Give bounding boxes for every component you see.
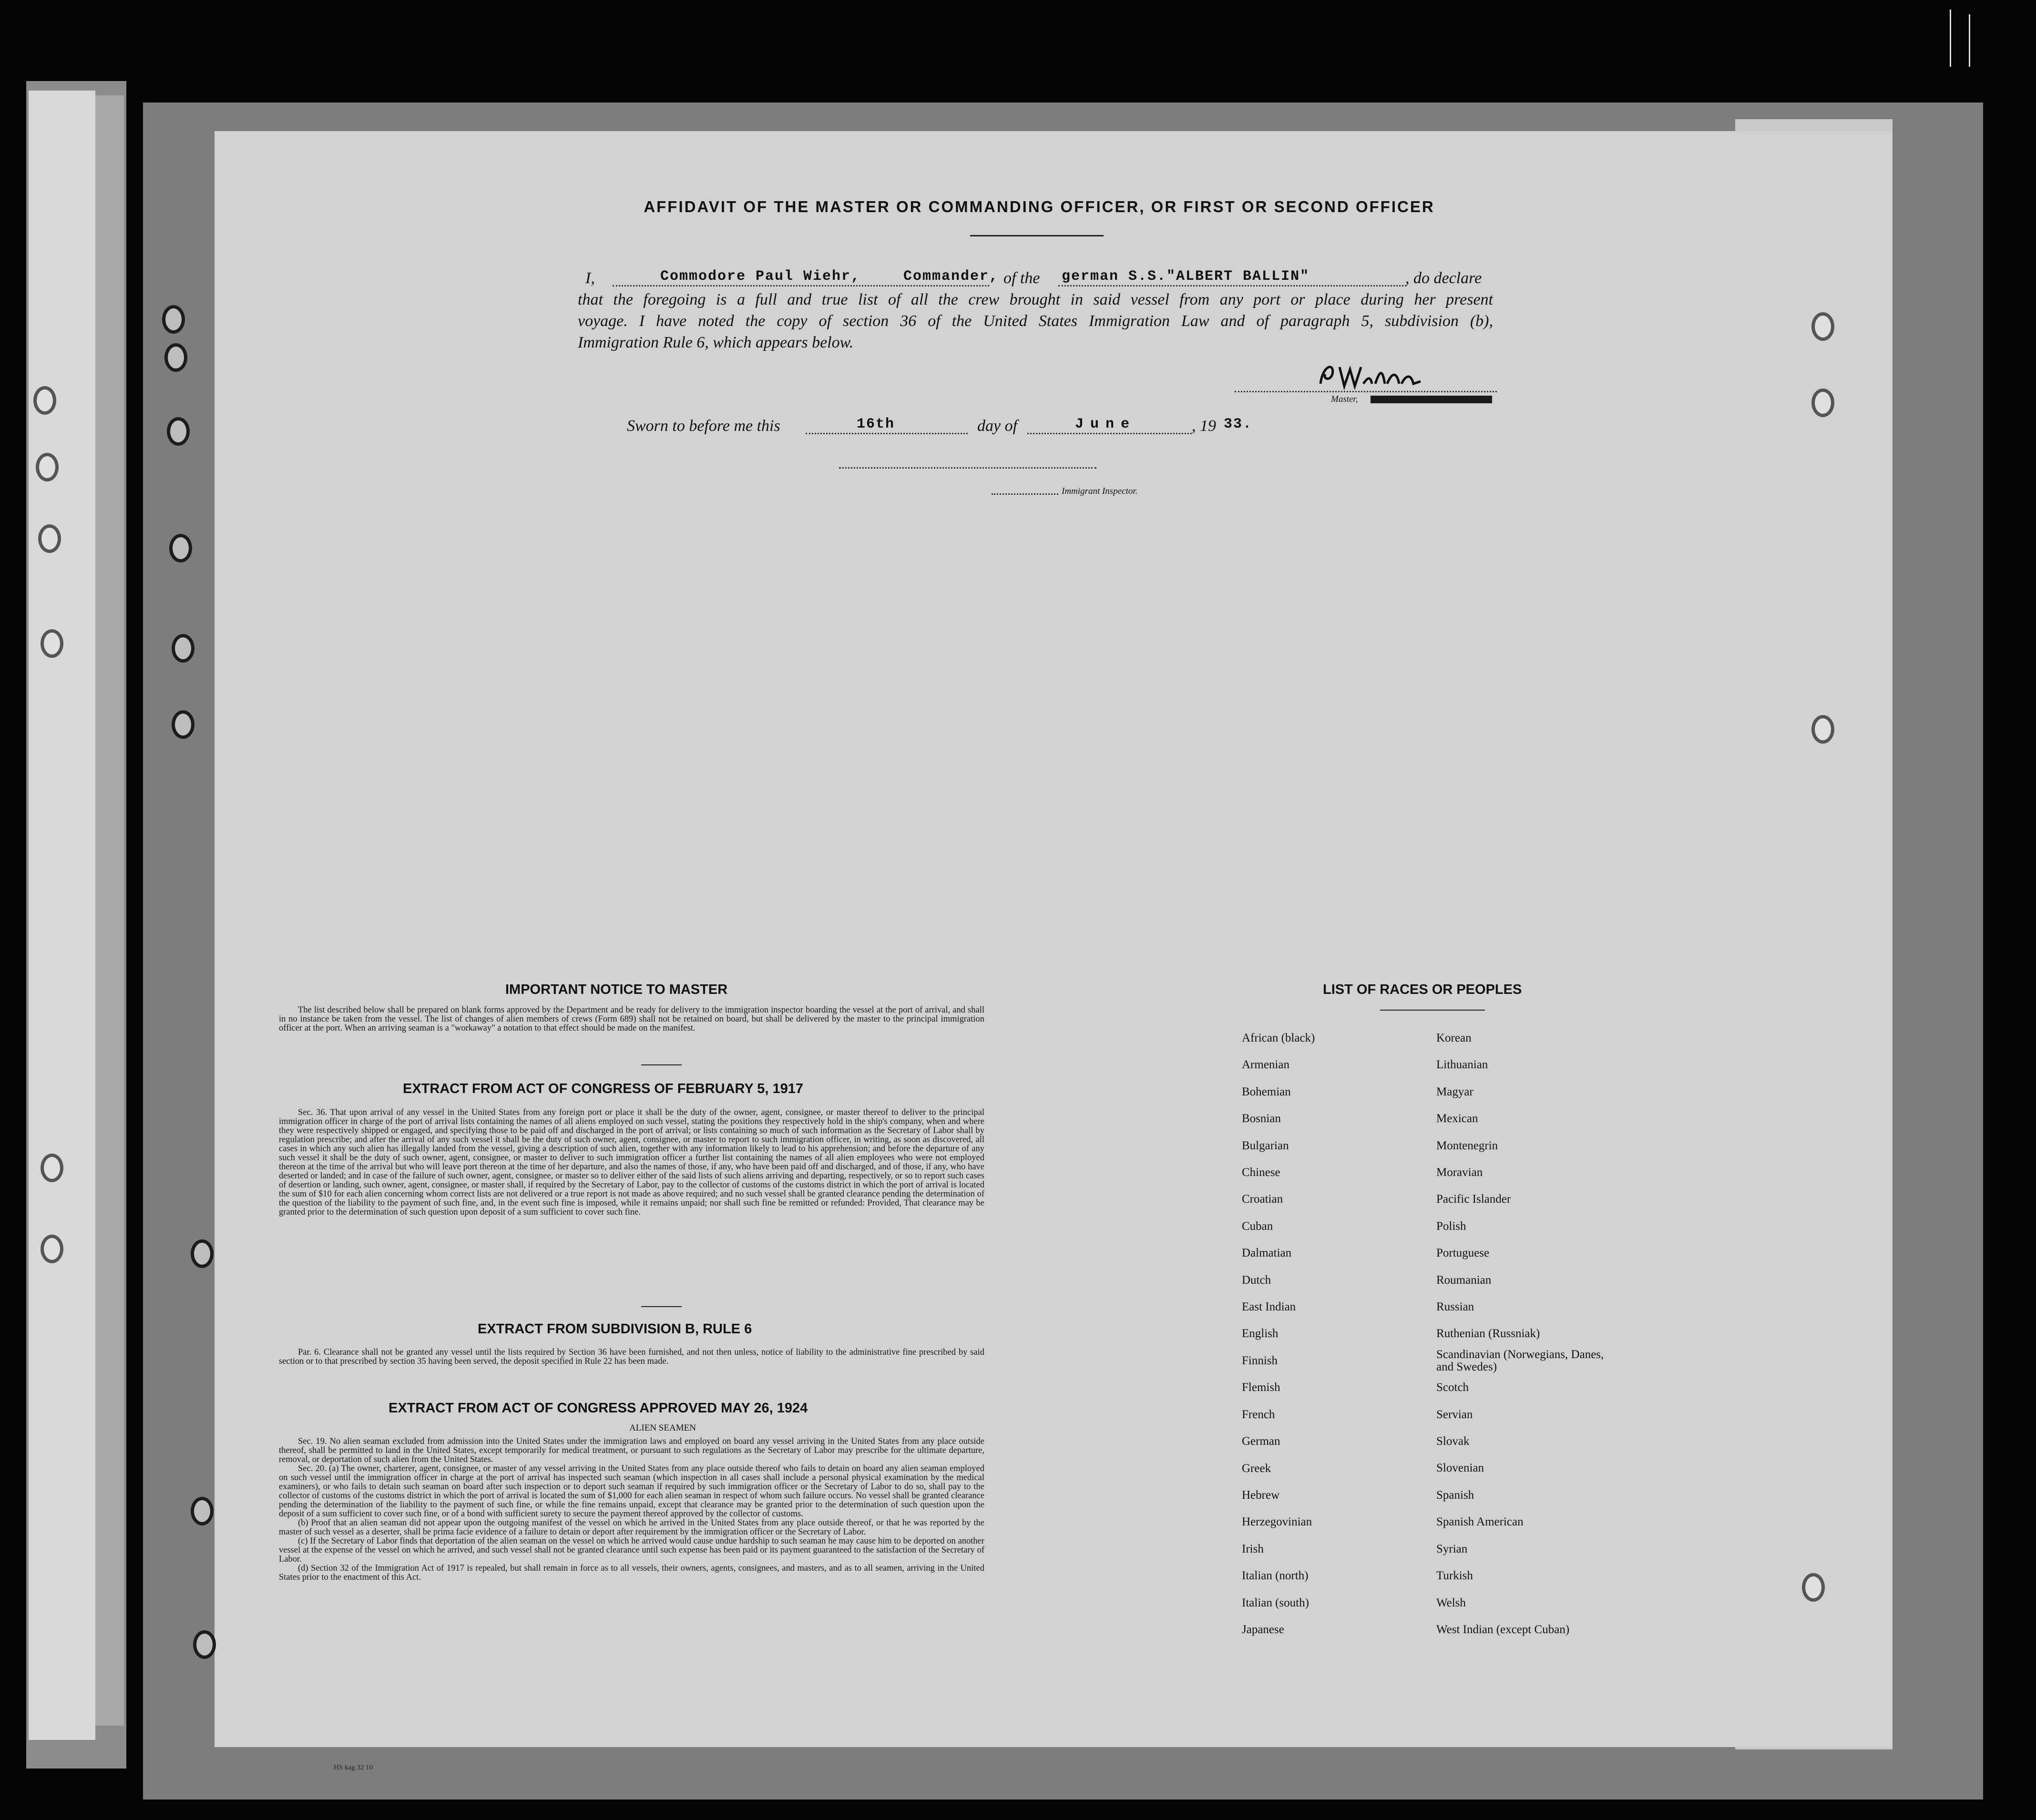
race-item: French [1242,1408,1275,1421]
punch-hole [193,1630,216,1659]
act-1924-sec-20d: (d) Section 32 of the Immigration Act of 1917 is repealed, but shall remain in force as to all vessels, their owners, agents, consignees, and masters, and as to all seamen, arriving in the United States prior to the enactment of this Act. [279,1564,984,1582]
act-1924-text [279,1437,984,1582]
rule-6-text [279,1348,984,1366]
race-item: Spanish [1436,1488,1474,1502]
act-1924-heading: EXTRACT FROM ACT OF CONGRESS APPROVED MAY 26, 1924 [389,1401,808,1416]
edge-mark [1950,10,1951,67]
race-item: Pacific Islander [1436,1193,1511,1206]
master-label: Master, [1331,394,1358,404]
punch-hole [162,305,185,334]
punch-hole [1811,312,1834,341]
binder-hole [41,1154,63,1182]
punch-hole [1811,389,1834,417]
binder-hole [33,386,56,415]
inspector-dotted-line [992,493,1058,495]
master-name: Commodore Paul Wiehr, [660,268,861,285]
race-item: Bohemian [1242,1085,1291,1098]
race-item: Syrian [1436,1542,1468,1555]
day-of-label: day of [977,417,1018,435]
binder-hole [41,629,63,658]
race-item: Scotch [1436,1381,1469,1394]
race-item: Armenian [1242,1058,1289,1072]
race-item: Spanish American [1436,1515,1524,1529]
race-item: Mexican [1436,1112,1478,1125]
punch-hole [1811,715,1834,744]
race-item: Welsh [1436,1596,1466,1609]
punch-hole [191,1239,214,1268]
race-item: Cuban [1242,1219,1273,1233]
race-item: Dalmatian [1242,1247,1292,1260]
inspector-label: Immigrant Inspector. [1062,486,1138,496]
races-column-2 [1436,1025,1608,1643]
struck-out-title [1371,396,1492,403]
act-1917-paragraph: Sec. 36. That upon arrival of any vessel in the United States from any foreign port or place it shall be the duty of the owner, agent, consignee, or master thereof to deliver to the principal immigration officer in charge of the port of arrival lists containing the names of all aliens employed on such vessel, stating the positions they respectively hold in the ship's company, when and where they were respectively shipped or engaged, and specifying those to be paid off and discharged in the port of arrival; or lists containing so much of such information as the Secretary of Labor shall by regulation prescribe; and after the arrival of any such vessel it shall be the duty of such owner, agent, consignee, or master to report to such immigration officer, in writing, as soon as discovered, all cases in which any such alien has illegally landed from the vessel, giving a description of such alien, together with any information likely to lead to his apprehension; and before the departure of any such vessel it shall be the duty of such owner, agent, consignee, or master to deliver to such immigration officer a further list containing the names of all alien employees who were not employed thereon at the time of the arrival but who will leave port thereon at the time of her departure, and also the names of those, if any, who have been paid off and discharged, and of those, if any, who have deserted or landed; and in case of the failure of such owner, agent, consignee, or master so to deliver either of the said lists of such aliens arriving and departing, respectively, or so to report such cases of desertion or landing, such owner, agent, consignee, or master shall, if required by the Secretary of Labor, pay to the collector of customs of the customs district in which the port of arrival is located the sum of $10 for each alien concerning whom correct lists are not delivered or a true report is not made as above required; and no such vessel shall be granted clearance pending the determination of the question of the liability to the payment of such fine, and, in the event such fine is imposed, while it remains unpaid; nor shall such fine be remitted or refunded: Provided, That clearance may be granted prior to the determination of such question upon deposit of a sum sufficient to cover such fine. [279,1108,984,1217]
binder-strip-inner [95,95,124,1726]
race-item: Bulgarian [1242,1139,1289,1152]
race-item: Montenegrin [1436,1139,1498,1152]
races-rule [1380,1010,1485,1011]
edge-mark [1969,14,1970,67]
race-item: Japanese [1242,1623,1284,1636]
do-declare-label: , do declare [1405,269,1482,287]
rule-6-heading: EXTRACT FROM SUBDIVISION B, RULE 6 [478,1321,752,1337]
punch-hole [172,710,194,739]
month-dotted-line [1027,433,1192,434]
race-item: Roumanian [1436,1273,1492,1287]
section-rule [641,1064,682,1065]
race-item: West Indian (except Cuban) [1436,1623,1570,1636]
inspector-signature-line [839,467,1096,469]
race-item: Moravian [1436,1166,1483,1179]
race-item: Servian [1436,1408,1473,1421]
act-1917-text [279,1108,984,1217]
race-item: Russian [1436,1300,1474,1314]
sworn-month: June [1075,416,1136,432]
act-1924-sec-20a: Sec. 20. (a) The owner, charterer, agent, consignee, or master of any vessel arriving in the United States from any place outside thereof who fails to detain on board any alien seaman employed on such vessel until the immigration officer in charge at the port of arrival has inspected such seaman (which inspection in all cases shall include a personal physical examination by the medical examiners), or who fails to detain such seaman on board after such inspection or to deport such seaman if required by such immigration officer or the Secretary of Labor to do so, shall pay to the collector of customs of the customs district in which the port of arrival is located the sum of $1,000 for each alien seaman in respect of whom such failure occurs. No vessel shall be granted clearance pending the determination of the liability to the payment of such fine, or while the fine remains unpaid, except that clearance may be granted prior to the determination of such question upon the deposit of a sum sufficient to cover such fine, or of a bond with sufficient surety to secure the payment thereof approved by the collector of customs. [279,1464,984,1519]
section-rule [641,1306,682,1307]
race-item: Lithuanian [1436,1058,1488,1072]
vessel-dotted-line [1058,285,1406,286]
race-item: German [1242,1435,1280,1448]
of-the-label: of the [1003,269,1040,287]
binder-hole [36,453,59,481]
act-1924-sec-20b: (b) Proof that an alien seaman did not appear upon the outgoing manifest of the vessel on which he arrived in the United States from any place outside thereof, or that he was reported by the master of such vessel as a deserter, shall be prima facie evidence of a failure to detain or deport after requirement by the immigration officer or the Secretary of Labor. [279,1518,984,1537]
master-signature [1316,355,1425,393]
year-prefix: , 19 [1192,417,1216,435]
race-item: Irish [1242,1542,1264,1555]
race-item: Magyar [1436,1085,1473,1098]
race-item: Slovak [1436,1435,1470,1448]
notice-heading: IMPORTANT NOTICE TO MASTER [505,982,728,997]
punch-hole [172,634,194,663]
affidavit-line-3: voyage. I have noted the copy of section 36 of the United States Immigration Law and of paragraph 5, subdivision (b), [578,312,1493,330]
rule-6-paragraph: Par. 6. Clearance shall not be granted any vessel until the lists required by Section 36 have been furnished, and not then unless, notice of liability to the administrative fine prescribed by said section or to that prescribed by section 35 having been served, the deposit specified in Rule 22 has been made. [279,1348,984,1366]
punch-hole [191,1497,214,1525]
race-item: Chinese [1242,1166,1280,1179]
notice-paragraph: The list described below shall be prepared on blank forms approved by the Department and be ready for delivery to the immigration inspector boarding the vessel at the port of arrival, and shall in no instance be taken from the vessel. The list of changes of alien members of crews (Form 689) shall not be retained on board, but shall be delivered by the master to the principal immigration officer at the port. When an arriving seaman is a "workaway" a notation to that effect should be made on the manifest. [279,1005,984,1033]
affidavit-title: AFFIDAVIT OF THE MASTER OR COMMANDING OFFICER, OR FIRST OR SECOND OFFICER [644,198,1435,215]
race-item: Italian (south) [1242,1596,1309,1609]
punch-hole [167,417,190,446]
punch-hole [164,343,187,372]
race-item: Korean [1436,1032,1472,1044]
vessel-name: german S.S."ALBERT BALLIN" [1062,268,1310,285]
punch-hole [1802,1573,1825,1602]
race-item: Greek [1242,1462,1271,1475]
race-item: Ruthenian (Russniak) [1436,1327,1540,1340]
act-1924-sec-20c: (c) If the Secretary of Labor finds that deportation of the alien seaman on the vessel on which he arrived would cause undue hardship to such seaman he may cause him to be deported on another vessel at the expense of the vessel on which he arrived, and such vessel shall not be granted clearance until such expense has been paid or its payment guaranteed to the satisfaction of the Secretary of Labor. [279,1536,984,1564]
sworn-day: 16th [857,416,895,432]
binder-hole [38,524,61,553]
affidavit-line-2: that the foregoing is a full and true list of all the crew brought in said vessel from any port or place during her present [578,291,1493,308]
notice-text [279,1006,984,1033]
act-1917-heading: EXTRACT FROM ACT OF CONGRESS OF FEBRUARY 5, 1917 [403,1081,804,1096]
race-item: English [1242,1327,1279,1340]
punch-hole [169,534,192,562]
binder-strip [29,91,95,1740]
race-item: Polish [1436,1219,1466,1233]
race-item: Slovenian [1436,1462,1484,1475]
race-item: Croatian [1242,1193,1283,1206]
title-rule [970,235,1104,236]
year-suffix: 33. [1224,416,1253,432]
race-item: Scandinavian (Norwegians, Danes, and Swedes) [1436,1348,1604,1373]
footnote-code: HS kag 32 10 [334,1764,373,1771]
name-dotted-line [613,285,989,286]
races-heading: LIST OF RACES OR PEOPLES [1323,982,1522,997]
binder-hole [41,1235,63,1263]
affidavit-line-4: Immigration Rule 6, which appears below. [578,334,854,351]
race-item: Italian (north) [1242,1569,1309,1583]
race-item: Flemish [1242,1381,1280,1394]
signature-line [1235,391,1497,392]
sworn-label: Sworn to before me this [627,417,780,435]
race-item: Bosnian [1242,1112,1281,1125]
affidavit-i: I, [585,269,595,287]
races-column-1 [1242,1025,1315,1643]
race-item: Hebrew [1242,1488,1280,1502]
race-item: Portuguese [1436,1247,1490,1260]
master-rank: Commander, [903,268,999,285]
act-1924-sec-19: Sec. 19. No alien seaman excluded from admission into the United States under the immigration laws and employed on board any vessel arriving in the United States from any place outside thereof, shall be permitted to land in the United States, except temporarily for medical treatment, or pursuant to such regulations as the Secretary of Labor may prescribe for the ultimate departure, removal, or deportation of such alien from the United States. [279,1437,984,1464]
race-item: Herzegovinian [1242,1515,1312,1529]
race-item: Turkish [1436,1569,1473,1583]
day-dotted-line [806,433,968,434]
alien-seamen-subheading: ALIEN SEAMEN [629,1423,696,1433]
race-item: African (black) [1242,1032,1315,1044]
race-item: Finnish [1242,1354,1278,1367]
race-item: Dutch [1242,1273,1271,1287]
race-item: East Indian [1242,1300,1296,1314]
